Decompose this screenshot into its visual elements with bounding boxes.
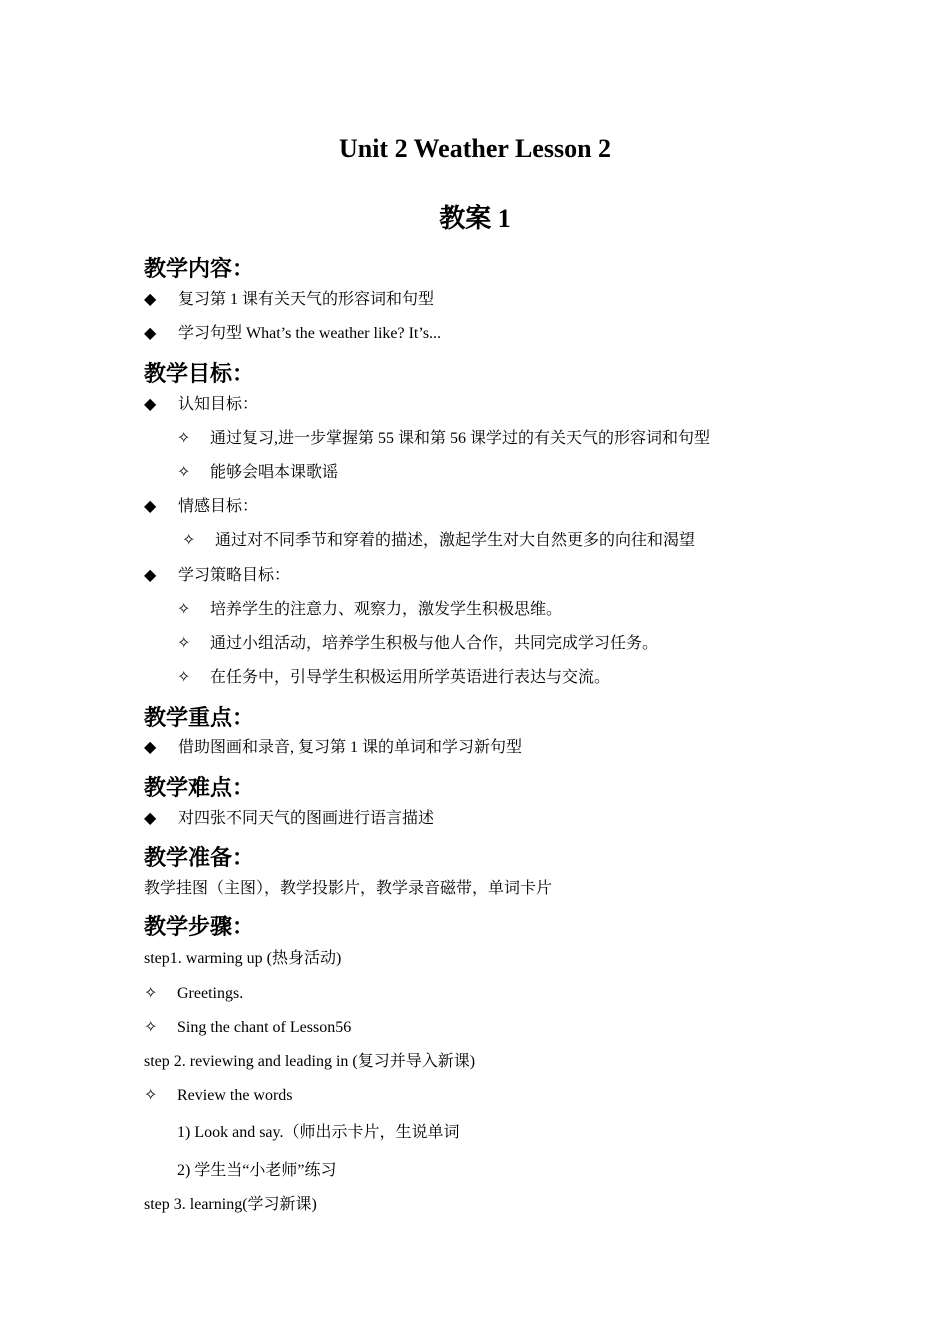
sparkle-bullet-icon: ✧ <box>177 635 191 652</box>
content-heading: 教学内容： <box>144 256 255 281</box>
difficulty-heading: 教学难点： <box>144 775 255 800</box>
diamond-bullet-icon: ◆ <box>144 291 157 308</box>
list-item: ✧ Review the words <box>144 1087 293 1104</box>
sub-list-item: ✧ 培养学生的注意力、观察力，激发学生积极思维。 <box>177 601 563 618</box>
list-item: ◆ 学习句型 What’s the weather like? It’s... <box>144 325 442 342</box>
diamond-bullet-icon: ◆ <box>144 739 157 756</box>
sub-list-item: ✧ 在任务中，引导学生积极运用所学英语进行表达与交流。 <box>177 669 611 686</box>
list-item: ✧ Greetings. <box>144 985 244 1002</box>
preparation-text: 教学挂图（主图），教学投影片，教学录音磁带，单词卡片 <box>144 880 553 897</box>
sub-step: 2) 学生当“小老师”练习 <box>177 1162 337 1179</box>
sparkle-bullet-icon: ✧ <box>177 464 191 481</box>
list-item: ◆ 对四张不同天气的图画进行语言描述 <box>144 810 435 827</box>
diamond-bullet-icon: ◆ <box>144 396 157 413</box>
list-item: ◆ 学习策略目标： <box>144 567 291 584</box>
step-3: step 3. learning(学习新课) <box>144 1196 317 1213</box>
sparkle-bullet-icon: ✧ <box>144 1087 158 1104</box>
document-subtitle: 教案 1 <box>439 204 511 233</box>
sparkle-bullet-icon: ✧ <box>144 985 158 1002</box>
sub-list-item: ✧ 通过复习,进一步掌握第 55 课和第 56 课学过的有关天气的形容词和句型 <box>177 430 711 447</box>
list-item: ◆ 复习第 1 课有关天气的形容词和句型 <box>144 291 435 308</box>
diamond-bullet-icon: ◆ <box>144 325 157 342</box>
sparkle-bullet-icon: ✧ <box>182 532 196 549</box>
step-2: step 2. reviewing and leading in (复习并导入新课) <box>144 1053 476 1070</box>
key-points-heading: 教学重点： <box>144 705 255 730</box>
diamond-bullet-icon: ◆ <box>144 567 157 584</box>
list-item: ◆ 认知目标： <box>144 396 259 413</box>
diamond-bullet-icon: ◆ <box>144 498 157 515</box>
diamond-bullet-icon: ◆ <box>144 810 157 827</box>
sub-list-item: ✧ 通过小组活动，培养学生积极与他人合作，共同完成学习任务。 <box>177 635 659 652</box>
sparkle-bullet-icon: ✧ <box>144 1019 158 1036</box>
sub-list-item: ✧ 能够会唱本课歌谣 <box>177 464 339 481</box>
sub-step: 1) Look and say.（师出示卡片，生说单词 <box>177 1124 460 1141</box>
list-item: ◆ 借助图画和录音, 复习第 1 课的单词和学习新句型 <box>144 739 523 756</box>
list-item: ◆ 情感目标： <box>144 498 259 515</box>
preparation-heading: 教学准备： <box>144 845 255 870</box>
sparkle-bullet-icon: ✧ <box>177 430 191 447</box>
list-item: ✧ Sing the chant of Lesson56 <box>144 1019 352 1036</box>
sparkle-bullet-icon: ✧ <box>177 601 191 618</box>
steps-heading: 教学步骤： <box>144 914 255 939</box>
step-1: step1. warming up (热身活动) <box>144 950 342 967</box>
objectives-heading: 教学目标： <box>144 361 255 386</box>
sparkle-bullet-icon: ✧ <box>177 669 191 686</box>
sub-list-item: ✧ 通过对不同季节和穿着的描述，激起学生对大自然更多的向往和渴望 <box>182 532 696 549</box>
document-title: Unit 2 Weather Lesson 2 <box>338 134 612 163</box>
